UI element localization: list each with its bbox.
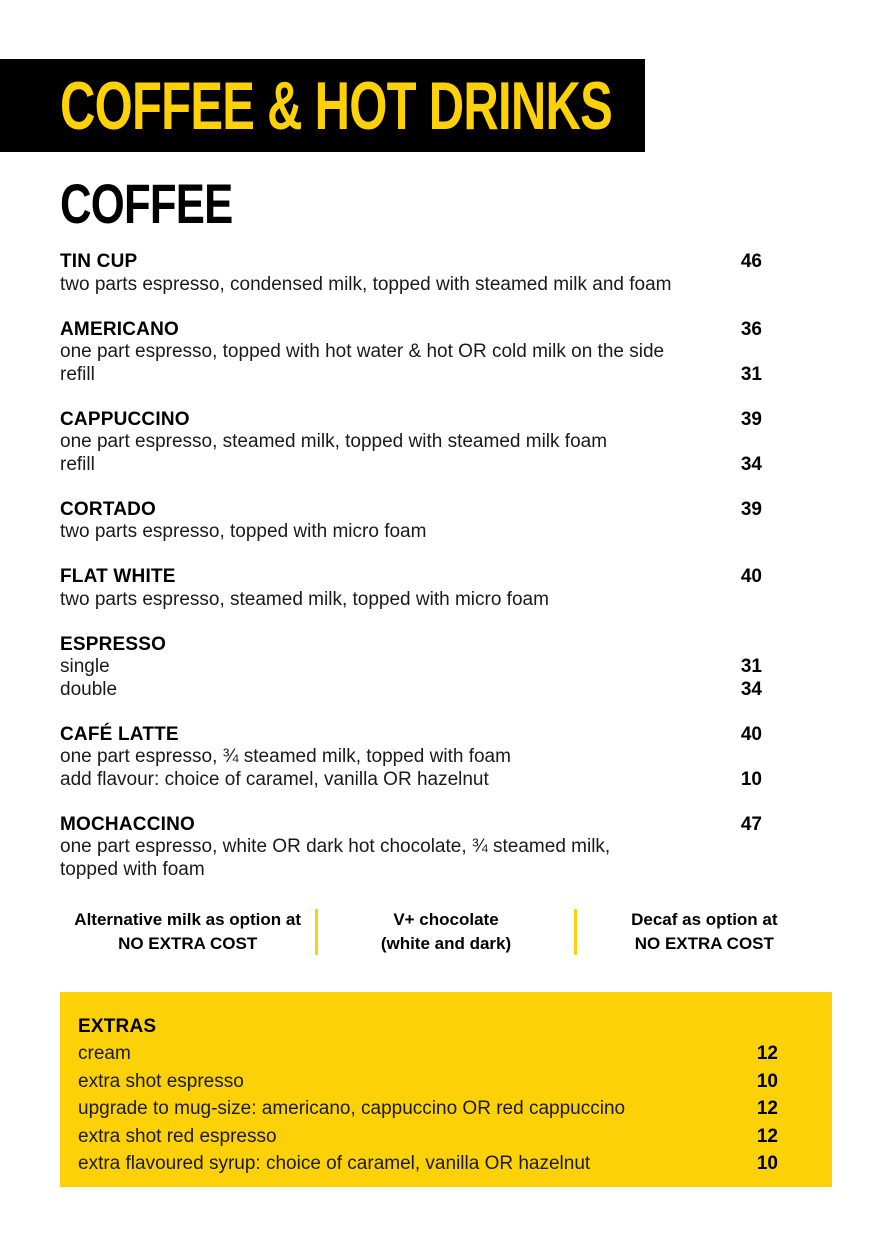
extras-item-text: cream <box>78 1043 131 1065</box>
extras-row <box>78 1068 778 1095</box>
item-desc-row <box>60 341 762 364</box>
item-name: ESPRESSO <box>60 633 167 655</box>
menu-item <box>60 409 762 477</box>
item-desc-row <box>60 679 762 702</box>
note-column <box>577 908 832 956</box>
item-desc-row <box>60 836 762 859</box>
item-name-row <box>60 814 762 837</box>
item-desc: topped with foam <box>60 858 205 880</box>
item-name-row <box>60 634 762 657</box>
item-desc: refill <box>60 453 95 475</box>
item-name: CAPPUCCINO <box>60 408 190 430</box>
item-price: 36 <box>740 318 762 340</box>
extras-row <box>78 1150 778 1177</box>
menu-item <box>60 319 762 387</box>
extras-item-price: 12 <box>756 1098 778 1120</box>
extras-item-text: extra shot espresso <box>78 1070 244 1092</box>
item-desc-row <box>60 274 762 297</box>
menu-list <box>60 251 762 904</box>
page-header-band <box>0 59 645 152</box>
item-name: TIN CUP <box>60 251 138 272</box>
menu-item <box>60 724 762 792</box>
item-desc-row <box>60 859 762 882</box>
item-desc: refill <box>60 363 95 385</box>
item-name-row <box>60 409 762 432</box>
item-price: 39 <box>740 498 762 520</box>
item-desc-row <box>60 364 762 387</box>
item-desc: one part espresso, topped with hot water & hot OR cold milk on the side <box>60 341 665 362</box>
menu-item <box>60 499 762 544</box>
extras-item-price: 10 <box>756 1153 778 1175</box>
item-name-row <box>60 251 762 274</box>
menu-item <box>60 814 762 882</box>
extras-item-text: upgrade to mug-size: americano, cappuccino OR red cappuccino <box>78 1098 626 1120</box>
note-line-1: Alternative milk as option at <box>74 910 302 929</box>
item-sub-price: 34 <box>740 453 762 475</box>
item-price: 47 <box>740 813 762 835</box>
item-desc-row <box>60 769 762 792</box>
item-name-row <box>60 566 762 589</box>
extras-item-price: 12 <box>756 1125 778 1147</box>
extras-item-price: 12 <box>756 1043 778 1065</box>
menu-item <box>60 634 762 702</box>
item-price: 46 <box>740 251 762 272</box>
section-title: COFFEE <box>60 172 233 235</box>
item-name-row <box>60 319 762 342</box>
item-name: FLAT WHITE <box>60 566 176 587</box>
item-price: 40 <box>740 566 762 587</box>
item-desc: one part espresso, white OR dark hot chocolate, ¾ steamed milk, <box>60 836 611 857</box>
item-desc-row <box>60 431 762 454</box>
item-name: CORTADO <box>60 498 157 520</box>
item-desc: one part espresso, steamed milk, topped with steamed milk foam <box>60 431 608 452</box>
extras-box <box>60 992 832 1187</box>
item-sub-price: 34 <box>740 678 762 700</box>
item-desc-row <box>60 746 762 769</box>
note-line-2: NO EXTRA COST <box>118 934 258 953</box>
note-line-2: (white and dark) <box>380 934 512 953</box>
note-column <box>318 908 573 956</box>
extras-item-price: 10 <box>756 1070 778 1092</box>
item-sub-price: 31 <box>740 656 762 677</box>
item-desc: add flavour: choice of caramel, vanilla OR hazelnut <box>60 768 489 790</box>
note-line-2: NO EXTRA COST <box>634 934 774 953</box>
item-sub-price: 31 <box>740 363 762 385</box>
item-desc: double <box>60 678 118 700</box>
extras-row <box>78 1095 778 1122</box>
extras-list <box>78 1040 778 1177</box>
item-name-row <box>60 724 762 747</box>
item-name: MOCHACCINO <box>60 813 195 835</box>
item-sub-price: 10 <box>740 768 762 790</box>
extras-item-text: extra flavoured syrup: choice of caramel, vanilla OR hazelnut <box>78 1153 591 1175</box>
item-desc: one part espresso, ¾ steamed milk, topped with foam <box>60 746 511 767</box>
item-desc: single <box>60 656 110 677</box>
item-desc: two parts espresso, topped with micro foam <box>60 521 427 542</box>
item-desc-row <box>60 656 762 679</box>
item-desc-row <box>60 589 762 612</box>
menu-item <box>60 566 762 611</box>
item-name-row <box>60 499 762 522</box>
item-name: AMERICANO <box>60 318 179 340</box>
page-title: COFFEE & HOT DRINKS <box>60 67 613 144</box>
item-desc: two parts espresso, steamed milk, topped with micro foam <box>60 588 549 610</box>
notes-row <box>60 903 832 961</box>
item-price: 40 <box>740 723 762 745</box>
note-line-1: V+ chocolate <box>393 910 499 929</box>
note-column <box>60 908 315 956</box>
extras-row <box>78 1040 778 1067</box>
extras-item-text: extra shot red espresso <box>78 1125 277 1147</box>
item-name: CAFÉ LATTE <box>60 723 179 745</box>
extras-row <box>78 1123 778 1150</box>
note-line-1: Decaf as option at <box>631 910 778 929</box>
item-desc: two parts espresso, condensed milk, topped with steamed milk and foam <box>60 273 672 295</box>
item-price: 39 <box>740 408 762 430</box>
item-desc-row <box>60 454 762 477</box>
item-desc-row <box>60 521 762 544</box>
extras-title: EXTRAS <box>78 1016 157 1037</box>
menu-item <box>60 251 762 296</box>
